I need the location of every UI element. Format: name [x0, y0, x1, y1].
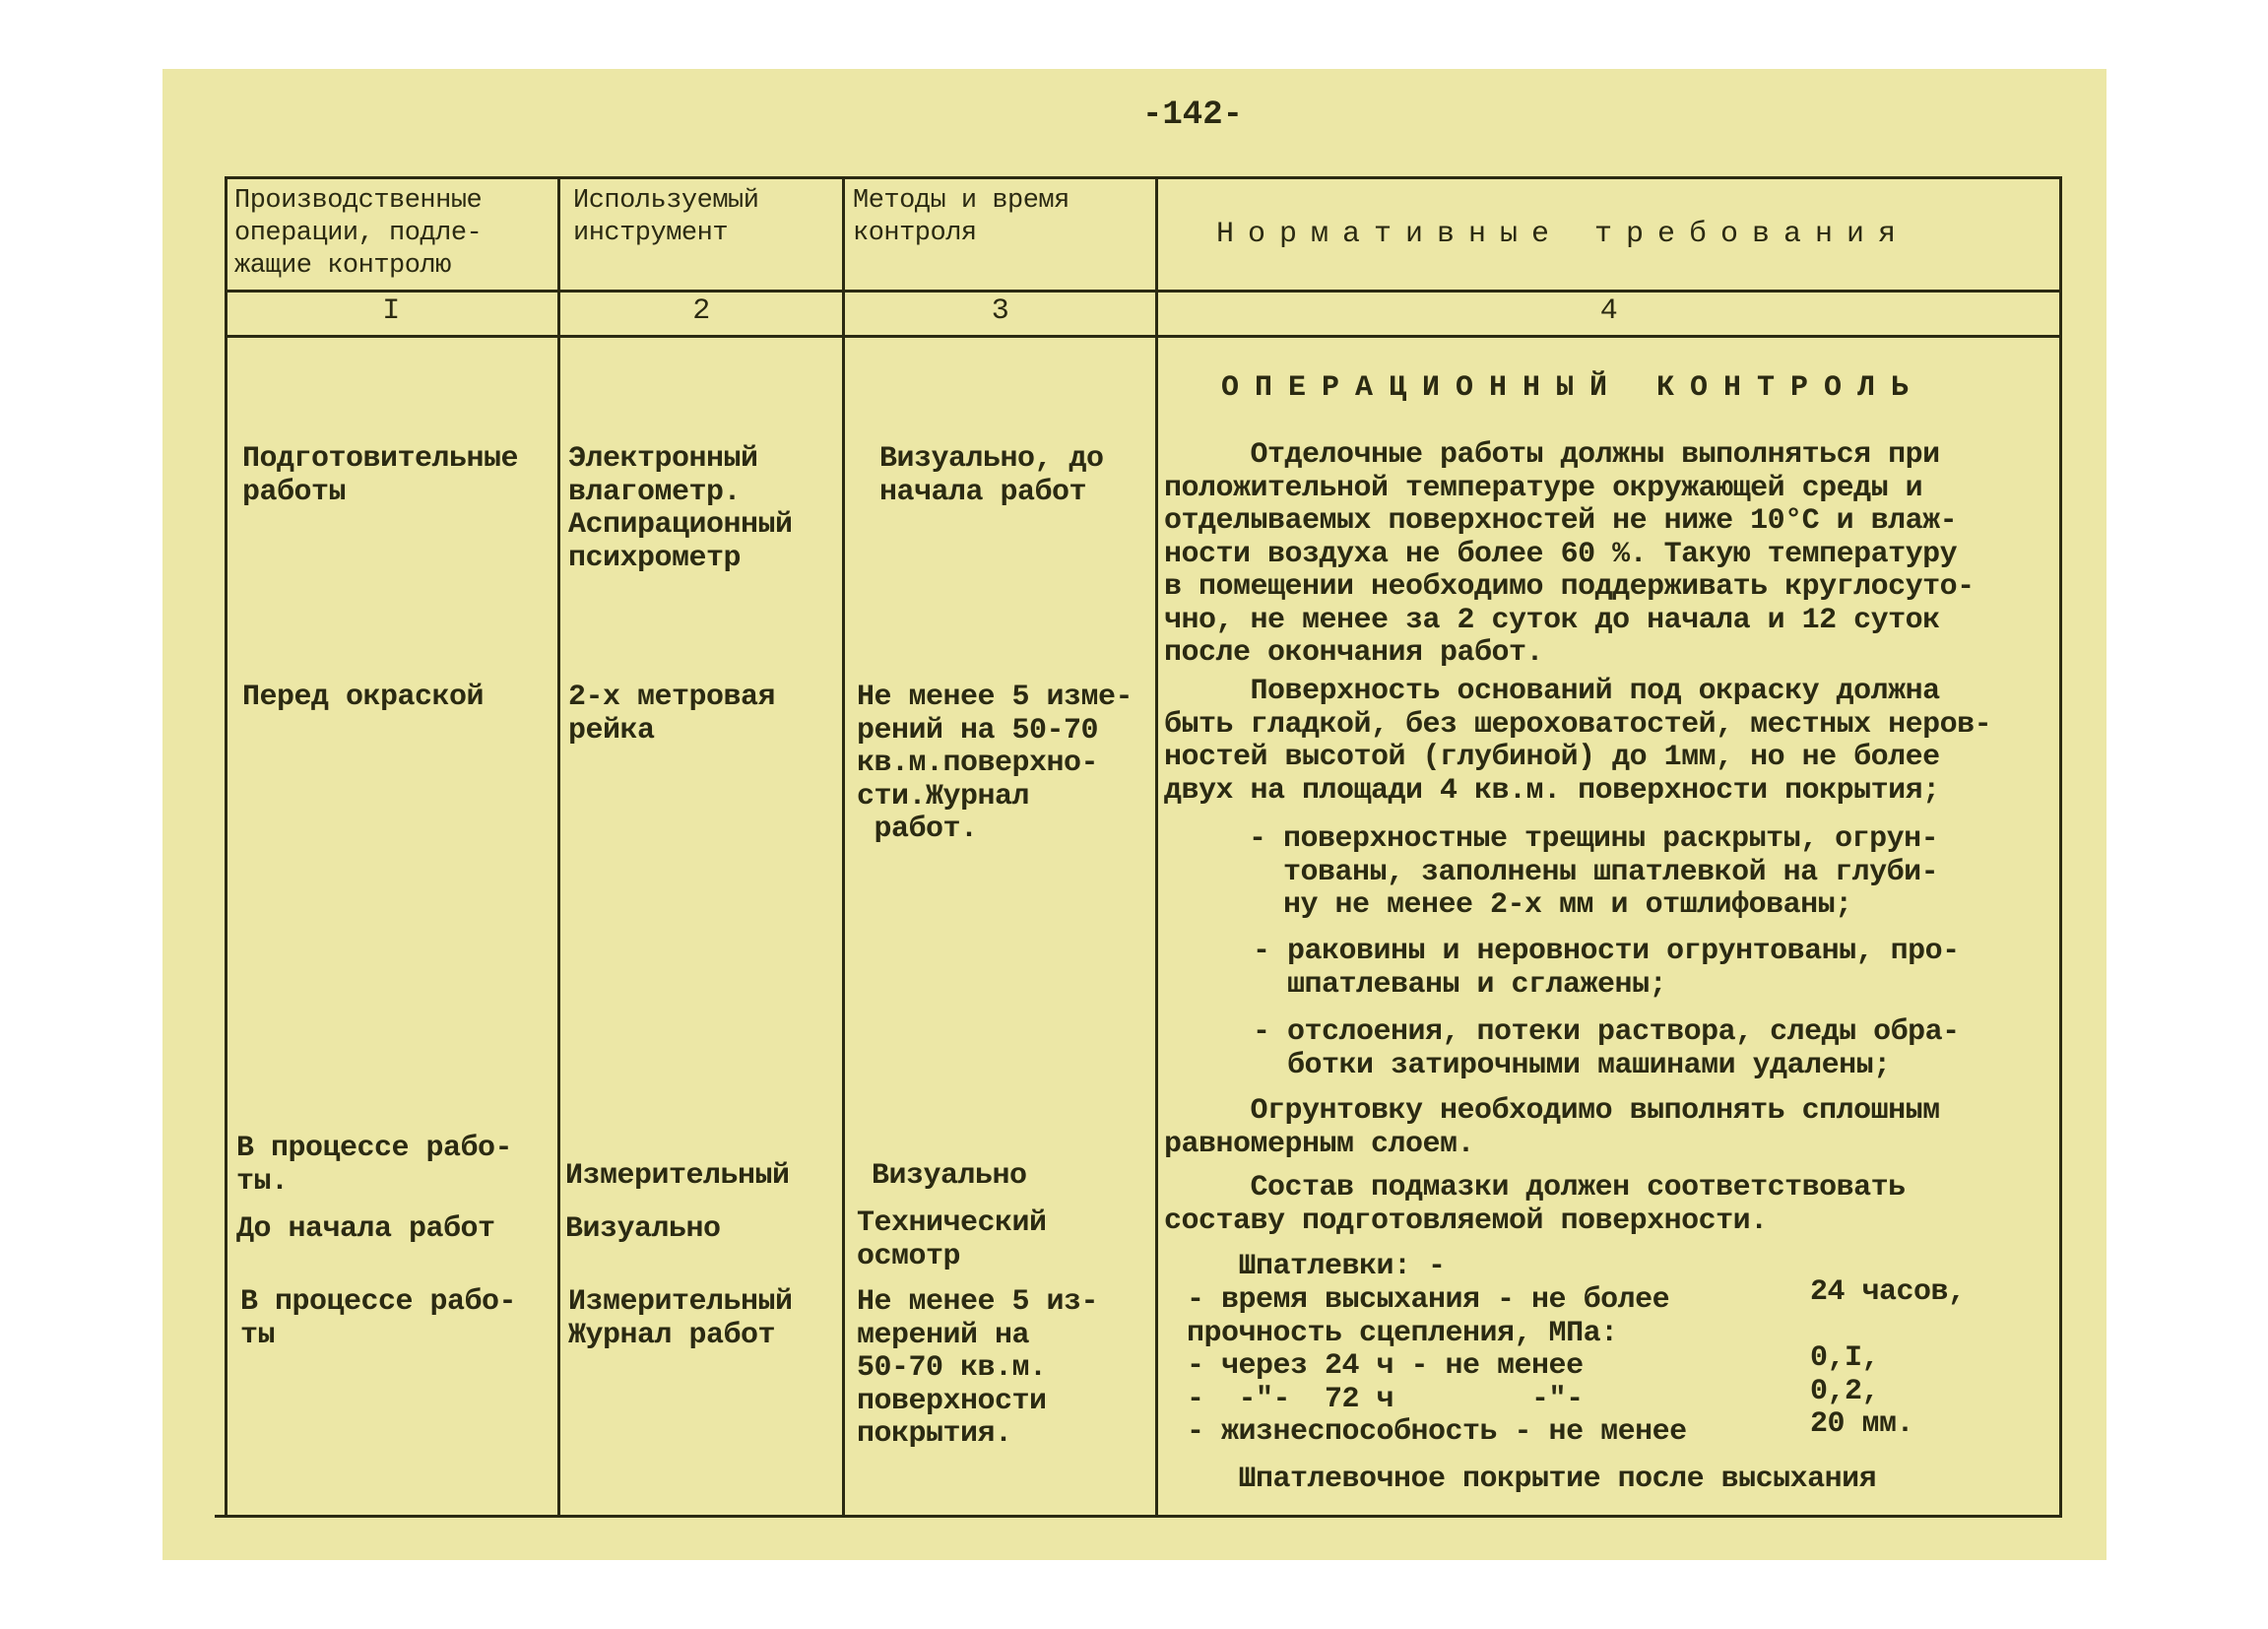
section-title: ОПЕРАЦИОННЫЙ КОНТРОЛЬ: [1221, 371, 1925, 405]
putty-title: Шпатлевки: -: [1187, 1250, 1446, 1283]
column-divider-1: [557, 176, 560, 1518]
operation-cell: До начала работ: [236, 1212, 495, 1246]
putty-values: 24 часов, 0,I, 0,2, 20 мм.: [1810, 1275, 1966, 1441]
number-row-divider: [225, 335, 2062, 338]
column-number-1: I: [382, 294, 400, 328]
method-cell: Визуально, до начала работ: [879, 442, 1104, 509]
instrument-cell: Измерительный Журнал работ: [568, 1285, 793, 1352]
instrument-cell: Электронный влагометр. Аспирационный психрометр: [568, 442, 793, 575]
requirement-paragraph: Поверхность оснований под окраску должна быть гладкой, без шероховатостей, местных неров- ностей высотой (глубиной) до 1мм, но не более двух на площади 4 кв.м. поверхности покрытия;: [1164, 675, 1992, 808]
table-border-left: [225, 176, 227, 1518]
operation-cell: В процессе рабо- ты.: [236, 1132, 513, 1199]
column-divider-3: [1155, 176, 1158, 1518]
header-instrument: Используемый инструмент: [573, 186, 759, 248]
table-border-bottom: [215, 1515, 2062, 1518]
header-divider: [225, 290, 2062, 293]
instrument-cell: Визуально: [565, 1212, 721, 1246]
operation-cell: Подготовительные работы: [242, 442, 519, 509]
method-cell: Не менее 5 изме- рений на 50-70 кв.м.поверхно- сти.Журнал работ.: [857, 681, 1134, 846]
page-number: -142-: [1142, 97, 1244, 134]
requirement-last-line: Шпатлевочное покрытие после высыхания: [1187, 1463, 1877, 1496]
operation-cell: В процессе рабо- ты: [240, 1285, 517, 1352]
requirement-bullet: - поверхностные трещины раскрыты, огрун- тованы, заполнены шпатлевкой на глуби- ну не менее 2-х мм и отшлифованы;: [1249, 822, 1939, 922]
header-operations: Производственные операции, подле- жащие контролю: [234, 186, 483, 281]
table-border-right: [2059, 176, 2062, 1518]
column-number-3: 3: [991, 294, 1009, 328]
operation-cell: Перед окраской: [242, 681, 485, 714]
requirement-bullet: - раковины и неровности огрунтованы, про- шпатлеваны и сглажены;: [1253, 935, 1960, 1002]
requirement-paragraph: Огрунтовку необходимо выполнять сплошным равномерным слоем.: [1164, 1094, 1940, 1161]
column-number-4: 4: [1599, 294, 1618, 328]
header-methods: Методы и время контроля: [853, 186, 1069, 248]
putty-labels: - время высыхания - не более прочность сцепления, МПа: - через 24 ч - не менее - -"- 72 ч -"- - жизнеспособность - не менее: [1187, 1283, 1687, 1449]
column-divider-2: [842, 176, 845, 1518]
requirement-paragraph: Состав подмазки должен соответствовать составу подготовляемой поверхности.: [1164, 1171, 1906, 1238]
requirement-bullet: - отслоения, потеки раствора, следы обра- ботки затирочными машинами удалены;: [1253, 1015, 1960, 1082]
column-number-2: 2: [692, 294, 710, 328]
method-cell: Технический осмотр: [857, 1206, 1047, 1273]
requirement-paragraph: Отделочные работы должны выполняться при положительной температуре окружающей среды и отделываемых поверхностей не ниже 10°С и влаж- ности воздуха не более 60 %. Такую температуру в помещении необходимо поддерживать круглосуто- чно, не менее за 2 суток до начала и 12 суток после окончания работ.: [1164, 438, 1975, 670]
instrument-cell: 2-х метровая рейка: [568, 681, 776, 748]
method-cell: Не менее 5 из- мерений на 50-70 кв.м. поверхности покрытия.: [857, 1285, 1099, 1451]
table-border-top: [225, 176, 2062, 179]
method-cell: Визуально: [872, 1159, 1027, 1193]
instrument-cell: Измерительный: [565, 1159, 790, 1193]
header-requirements: Нормативные требования: [1216, 218, 1911, 251]
